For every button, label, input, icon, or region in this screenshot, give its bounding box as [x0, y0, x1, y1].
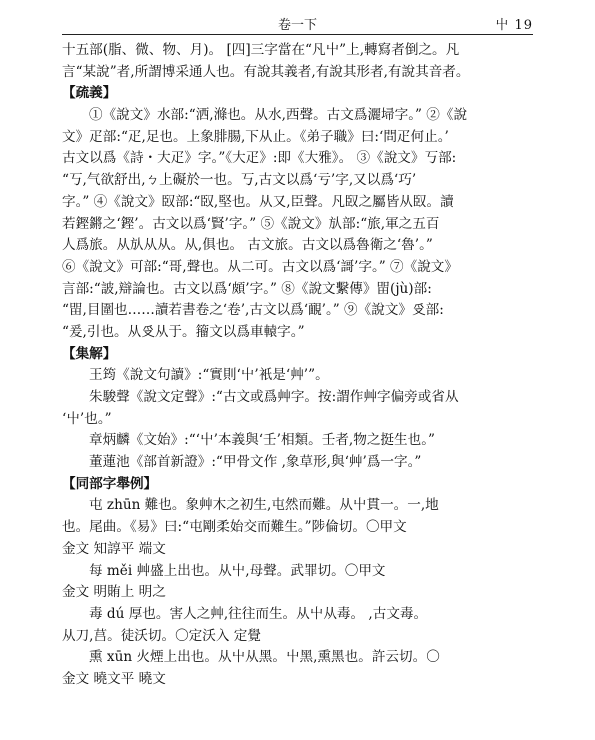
text-line: 朱駿聲《說文定聲》:“古文或爲艸字。按:謂作艸字偏旁或省从: [89, 389, 459, 405]
text-line: 古文以爲《詩・大疋》字。”《大疋》:即《大雅》。 ③《說文》丂部:: [62, 150, 457, 167]
text-line: ⑥《說文》可部:“哥,聲也。从二可。古文以爲‘謌’字。” ⑦《說文》: [62, 258, 458, 275]
text-line: 从刀,莒。徒沃切。〇定沃入 定覺: [62, 627, 261, 644]
page-header: [62, 12, 533, 35]
section-heading: 【同部字舉例】: [62, 475, 158, 492]
text-line: 熏 xūn 火煙上出也。从屮从黑。屮黑,熏黑也。許云切。〇: [89, 649, 440, 666]
text-line: 每 měi 艸盛上出也。从屮,母聲。武罪切。〇甲文: [89, 562, 386, 579]
text-line: 金文 知諄平 端文: [62, 540, 166, 557]
text-line: “爰,引也。从𠬪从于。籀文以爲車轅字。”: [62, 323, 305, 340]
text-line: 董蓮池《部首新證》:“甲骨文作 ,象草形,與‘艸’爲一字。”: [89, 454, 422, 471]
text-line: “丂,气欲舒出,ㄅ上礙於一也。丂,古文以爲‘亏’字,又以爲‘巧’: [62, 172, 417, 189]
text-line: 字。” ④《說文》臤部:“臤,堅也。从又,臣聲。凡臤之屬皆从臤。讀: [62, 193, 454, 210]
text-line: 毒 dú 厚也。害人之艸,往往而生。从屮从毒。 ,古文毒。: [89, 605, 428, 622]
text-line: 言“某說”者,所謂博采通人也。有說其義者,有說其形者,有說其音者。: [62, 63, 470, 80]
text-line: 金文 曉文平 曉文: [62, 670, 166, 687]
body-text: [62, 40, 545, 691]
page-number: 屮 19: [495, 18, 533, 33]
text-line: 人爲旅。从㫃从从。从,俱也。 古文旅。古文以爲魯衛之‘魯’。”: [62, 237, 433, 254]
text-line: 章炳麟《文始》:“‘屮’本義與‘壬’相類。壬者,物之挺生也。”: [89, 432, 435, 449]
text-line: ①《說文》水部:“洒,滌也。从水,西聲。古文爲灑埽字。” ②《說: [89, 107, 468, 124]
text-line: 金文 明賄上 明之: [62, 584, 166, 601]
text-line: 十五部(脂、微、物、月)。 [四]三字當在“凡屮”上,轉寫者倒之。凡: [62, 42, 460, 58]
text-line: 若鏗鏘之‘鏗’。古文以爲‘賢’字。” ⑤《說文》㫃部:“旅,軍之五百: [62, 215, 440, 232]
running-title: 卷一下: [277, 18, 317, 33]
text-line: “㽞,目圍也……讀若書卷之‘卷’,古文以爲‘靦’。” ⑨《說文》𠬪部:: [62, 302, 444, 319]
section-heading: 【疏義】: [62, 85, 117, 102]
section-heading: 【集解】: [62, 345, 117, 362]
text-line: ‘屮’也。”: [62, 410, 112, 427]
text-line: 也。尾曲。《易》曰:“屯剛柔始交而難生。”陟倫切。〇甲文: [62, 519, 407, 536]
text-line: 文》疋部:“疋,足也。上象腓腸,下从止。《弟子職》曰:‘問疋何止。’: [62, 128, 449, 145]
text-line: 王筠《說文句讀》:“實則‘屮’衹是‘艸’”。: [89, 367, 329, 384]
text-line: 屯 zhūn 難也。象艸木之初生,屯然而難。从屮貫一。一,地: [89, 497, 439, 514]
text-line: 言部:“詖,辯論也。古文以爲‘頗’字。” ⑧《說文繫傳》㽞(jù)部:: [62, 280, 432, 297]
